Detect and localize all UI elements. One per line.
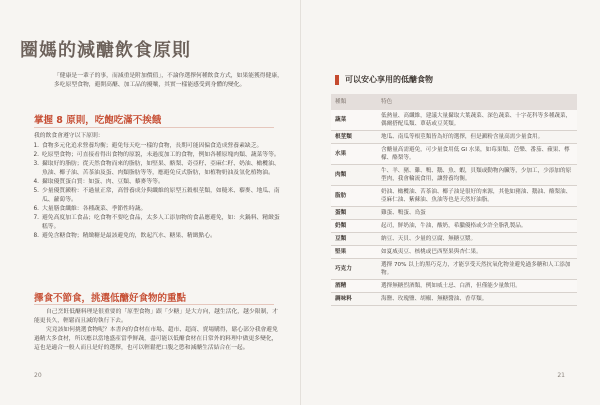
food-category: 脂肪 [331,186,377,207]
rule-number: 3. [33,161,39,167]
food-category: 豆類 [331,233,377,246]
rule-text: 攝取好的脂肪；從天然食物而來的脂肪，如堅果、酪梨、奇亞籽、亞麻仁籽、奶油、橄欖油、魚油、椰子油、苦茶油及蛋、肉類脂肪等等，應避免反式脂肪，如植物奶油及氫化植物油。 [42,161,280,176]
page-title: 圈媽的減醣飲食原則 [20,40,191,61]
food-category: 巧克力 [331,259,377,280]
table-row [331,207,577,220]
food-description: 起司，鮮奶油，牛油，酸奶，希臘優格或少許全脂乳製品。 [377,220,577,233]
table-row [331,220,577,233]
table-row [331,110,577,131]
page-number: 20 [34,372,42,379]
food-category: 蛋類 [331,207,377,220]
rule-item [30,205,280,214]
food-category: 水果 [331,144,377,165]
table-row [331,186,577,207]
rule-text: 食物多元化追求營養均衡；避免每天吃一樣的食物，長期可能因偏食造成營養素缺乏。 [42,143,263,149]
rule-text: 攝取優質蛋白質：如蛋、肉、豆類、藜麥等等。 [42,179,164,185]
section-divider [34,127,274,128]
food-description: 海鹽、玫瑰鹽、胡椒、無糖醬油、香草類。 [377,293,577,306]
rule-text: 吃原型食物；可直接看得出食物的原貌，未過度加工的食物，例如各種原塊肉類、蔬菜等等。 [42,152,280,158]
food-category: 酒精 [331,280,377,293]
body-paragraph: 自己烹飪低醣料理是很重要的「原型食物」跟「少糖」是大方向，越生活化，越少限制，才能更長久，輕鬆而且減的執行下去。 [34,309,278,324]
table-row [331,165,577,186]
food-description: 牛、羊、豬、雞、鴨、鵝、魚、蝦，貝類或動物內臟等，少加工，少添加的原型肉，我會輪流食用，讓營養均衡。 [377,165,577,186]
rule-item [30,187,280,205]
food-description: 選擇無糖烈酒類，例如威士忌、白酒，但僅能少量飲用。 [377,280,577,293]
food-category: 堅果 [331,246,377,259]
food-description: 低熱量、高纖維，建議大量攝取大葉蔬菜、深色蔬菜、十字花科等多種蔬菜，偶爾搭配瓜類、蕈菇或豆荚類。 [377,110,577,131]
table-heading [335,74,433,85]
rule-number: 2. [33,152,39,158]
accent-bar [335,75,339,85]
rule-text: 大量膳食纖維：各種蔬菜、季節性時蔬。 [42,206,147,212]
table-row [331,259,577,280]
rule-number: 4. [33,179,39,185]
rules-list [30,142,280,241]
section-title-principles: 掌握 8 原則，吃飽吃滿不挨餓 [34,115,162,126]
food-category: 奶類 [331,220,377,233]
section-divider [34,304,274,305]
rule-item [30,232,280,241]
table-title: 可以安心享用的低醣食物 [345,75,433,84]
choose-food-body [34,308,282,353]
food-description: 地瓜、南瓜等根莖類皆為好的選擇，但是澱粉含量高需少量食用。 [377,131,577,144]
rule-text: 避免高度加工食品；吃食物不要吃食品，太多人工添加物的食品應避免，如：火鍋料、精緻蛋糕等。 [42,215,280,230]
food-description: 納豆、天貝、少量的豆腐、無糖豆漿。 [377,233,577,246]
food-category: 調味料 [331,293,377,306]
column-header-features: 特色 [377,94,577,110]
rule-number: 5. [33,188,39,194]
rule-number: 8. [33,233,39,239]
food-description: 奶油、橄欖油、苦茶油、椰子油是很好的來源，其他如豬油、鵝油、酪梨油、亞麻仁油、紫蘇油、魚油等也是天然好油脂。 [377,186,577,207]
rule-number: 1. [33,143,39,149]
section-title-choose-food: 擇食不節食，挑選低醣好食物的重點 [34,293,187,304]
food-category: 蔬菜 [331,110,377,131]
page-number: 21 [557,372,565,379]
table-row [331,144,577,165]
table-row [331,293,577,306]
table-row [331,233,577,246]
rule-number: 6. [33,206,39,212]
food-description: 選擇 70% 以上的黑巧克力，才能享受天然抗氧化物並避免過多糖和人工添加物。 [377,259,577,280]
food-description: 如夏威夷豆、核桃或巴西堅果與杏仁果。 [377,246,577,259]
rule-item [30,178,280,187]
rule-item [30,142,280,151]
rule-number: 7. [33,215,39,221]
food-category: 肉類 [331,165,377,186]
rule-text: 少量優質澱粉：不過量正常，高營養成分與纖維的原型五穀根莖類，如糙米、藜麥、地瓜、南瓜、蘿蔔等。 [42,188,280,203]
rule-item [30,214,280,232]
food-description: 含醣量高需避免，可少量食用低 GI 水果，如莓果類、芭樂、番茄、蘋果、檸檬、酪梨等。 [377,144,577,165]
rules-intro: 我的飲食會遵守以下原則： [34,133,104,139]
table-row [331,246,577,259]
rule-item [30,151,280,160]
food-category: 根莖類 [331,131,377,144]
intro-quote: 「健康是一輩子的事，而減重是附加價值」，不論你選擇何種飲食方式，如果能獲得健康，多吃原型食物，避開高醣、加工品的擾嚷，其實一樣能感受到身體的變化。 [54,73,283,88]
food-description: 雞蛋、鴨蛋、鳥蛋 [377,207,577,220]
table-row [331,131,577,144]
rule-item [30,160,280,178]
low-carb-food-table [331,94,577,306]
rule-text: 避免含糖食物；精緻糖是最該避免的，飲起汽水、糖果、精緻點心。 [42,233,216,239]
right-page [300,0,600,405]
column-header-category: 種類 [331,94,377,110]
table-row [331,280,577,293]
table-header-row [331,94,577,110]
body-paragraph: 究竟該如何挑選食物呢？本書內的食材在市場、超市、超商、賣場購得，鬆心部分我會避免過精大多食材，所以應以當地盛產當季鮮蔬，盡可能以低醣食材在日常外的料理中做更多變化，這也是適合一般人而且是好的選擇，也可以輕鬆把口腹之慾和減醣生活結合在一起。 [34,327,278,351]
